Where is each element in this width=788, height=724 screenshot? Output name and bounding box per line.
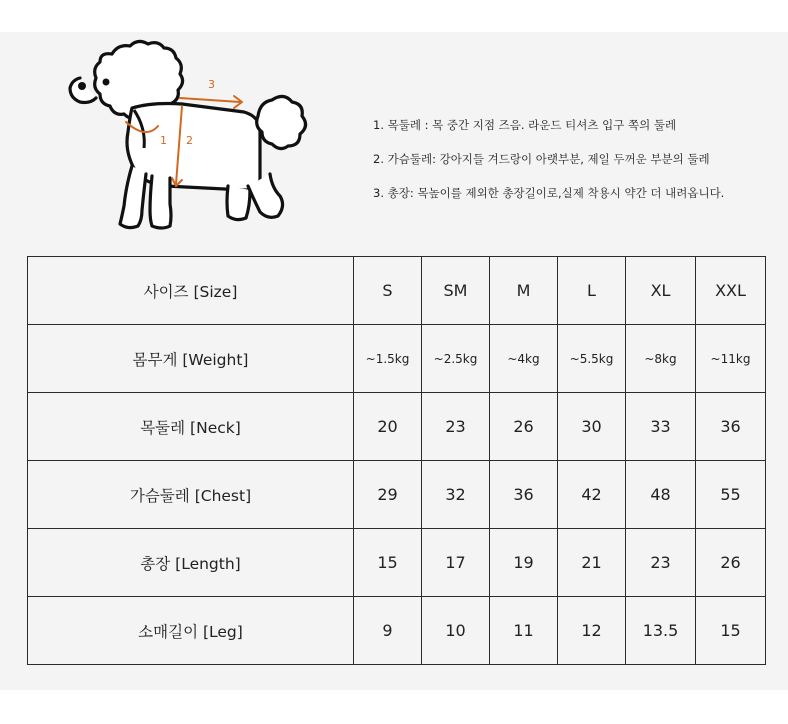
table-cell: 15: [354, 529, 422, 597]
note-chest: 2. 가슴둘레: 강아지들 겨드랑이 아랫부분, 제일 두꺼운 부분의 둘레: [373, 152, 710, 166]
dog-tail-outline: [257, 96, 306, 148]
table-cell: 48: [626, 461, 696, 529]
table-cell: 15: [696, 597, 766, 665]
table-cell: 11: [490, 597, 558, 665]
table-cell: 19: [490, 529, 558, 597]
table-cell: 36: [490, 461, 558, 529]
size-xl: XL: [626, 257, 696, 325]
table-cell: 36: [696, 393, 766, 461]
table-header-row: [28, 257, 766, 325]
table-cell: 9: [354, 597, 422, 665]
measurement-notes: [373, 118, 783, 220]
table-cell: 30: [558, 393, 626, 461]
table-cell: 33: [626, 393, 696, 461]
dog-front-leg-2: [150, 176, 171, 228]
row-label: 몸무게 [Weight]: [28, 325, 354, 393]
marker-2-label: 2: [186, 134, 193, 147]
table-cell: ~4kg: [490, 325, 558, 393]
size-table: [27, 256, 766, 665]
note-length: 3. 총장: 목높이를 제외한 총장길이로,실제 착용시 약간 더 내려옵니다.: [373, 186, 725, 200]
table-cell: 17: [422, 529, 490, 597]
table-cell: 10: [422, 597, 490, 665]
marker-3-label: 3: [208, 78, 215, 91]
note-neck: 1. 목둘레 : 목 중간 지점 즈음. 라운드 티셔츠 입구 쪽의 둘레: [373, 118, 677, 132]
table-cell: 42: [558, 461, 626, 529]
table-row-chest: [28, 461, 766, 529]
dog-nose: [78, 82, 86, 90]
marker-1-label: 1: [160, 134, 167, 147]
table-row-leg: [28, 597, 766, 665]
table-row-neck: [28, 393, 766, 461]
table-row-weight: [28, 325, 766, 393]
dog-back-leg-1: [227, 186, 250, 220]
table-cell: ~2.5kg: [422, 325, 490, 393]
table-cell: 26: [490, 393, 558, 461]
size-xxl: XXL: [696, 257, 766, 325]
table-cell: ~5.5kg: [558, 325, 626, 393]
table-cell: ~8kg: [626, 325, 696, 393]
dog-eye: [103, 79, 110, 86]
table-cell: ~11kg: [696, 325, 766, 393]
header-label: 사이즈 [Size]: [28, 257, 354, 325]
row-label: 목둘레 [Neck]: [28, 393, 354, 461]
table-cell: 55: [696, 461, 766, 529]
table-cell: 13.5: [626, 597, 696, 665]
length-measure-line: [180, 98, 240, 102]
size-sm: SM: [422, 257, 490, 325]
size-l: L: [558, 257, 626, 325]
table-cell: 32: [422, 461, 490, 529]
table-cell: 29: [354, 461, 422, 529]
table-cell: ~1.5kg: [354, 325, 422, 393]
table-cell: 12: [558, 597, 626, 665]
dog-muzzle-outline: [70, 78, 96, 103]
table-cell: 21: [558, 529, 626, 597]
table-cell: 23: [422, 393, 490, 461]
size-s: S: [354, 257, 422, 325]
dog-front-leg-1: [120, 166, 146, 228]
row-label: 가슴둘레 [Chest]: [28, 461, 354, 529]
table-cell: 20: [354, 393, 422, 461]
table-cell: 26: [696, 529, 766, 597]
table-row-length: [28, 529, 766, 597]
table-cell: 23: [626, 529, 696, 597]
row-label: 소매길이 [Leg]: [28, 597, 354, 665]
size-m: M: [490, 257, 558, 325]
dog-measurement-diagram: [50, 36, 340, 236]
row-label: 총장 [Length]: [28, 529, 354, 597]
